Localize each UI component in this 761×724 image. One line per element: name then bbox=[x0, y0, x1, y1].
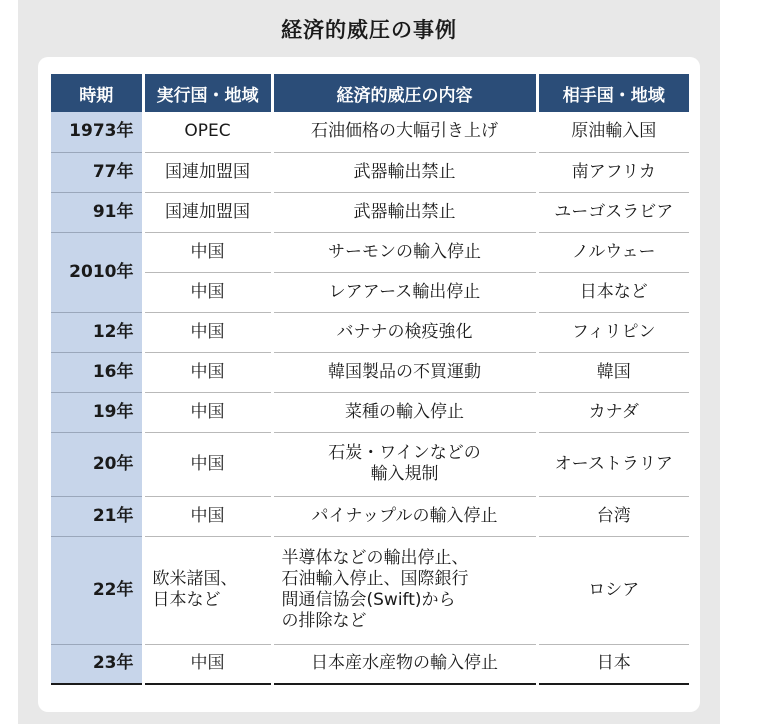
content-cell: 石炭・ワインなどの 輸入規制 bbox=[272, 432, 537, 496]
target-cell: 韓国 bbox=[537, 352, 689, 392]
year-cell: 12年 bbox=[51, 312, 143, 352]
content-cell: サーモンの輸入停止 bbox=[272, 232, 537, 272]
content-cell: 半導体などの輸出停止、 石油輸入停止、国際銀行 間通信協会(Swift)から の排除など bbox=[272, 536, 537, 644]
actor-cell: 中国 bbox=[143, 432, 272, 496]
actor-cell: 中国 bbox=[143, 352, 272, 392]
target-cell: ユーゴスラビア bbox=[537, 192, 689, 232]
content-cell: 菜種の輸入停止 bbox=[272, 392, 537, 432]
year-cell: 19年 bbox=[51, 392, 143, 432]
year-cell: 21年 bbox=[51, 496, 143, 536]
table-row bbox=[51, 536, 689, 644]
content-cell: 韓国製品の不買運動 bbox=[272, 352, 537, 392]
table-row bbox=[51, 232, 689, 272]
target-cell: フィリピン bbox=[537, 312, 689, 352]
content-cell: バナナの検疫強化 bbox=[272, 312, 537, 352]
header-period: 時期 bbox=[51, 74, 143, 112]
year-cell: 1973年 bbox=[51, 112, 143, 152]
year-cell: 91年 bbox=[51, 192, 143, 232]
content-cell: 武器輸出禁止 bbox=[272, 192, 537, 232]
year-cell: 2010年 bbox=[51, 232, 143, 312]
table-row bbox=[51, 392, 689, 432]
table-row bbox=[51, 152, 689, 192]
target-cell: カナダ bbox=[537, 392, 689, 432]
table-row bbox=[51, 496, 689, 536]
year-cell: 20年 bbox=[51, 432, 143, 496]
actor-cell: 中国 bbox=[143, 392, 272, 432]
target-cell: ノルウェー bbox=[537, 232, 689, 272]
actor-cell: OPEC bbox=[143, 112, 272, 152]
year-cell: 23年 bbox=[51, 644, 143, 684]
table-row bbox=[51, 644, 689, 684]
table-row bbox=[51, 272, 689, 312]
target-cell: オーストラリア bbox=[537, 432, 689, 496]
page-title: 経済的威圧の事例 bbox=[281, 18, 457, 42]
actor-cell: 中国 bbox=[143, 272, 272, 312]
year-cell: 16年 bbox=[51, 352, 143, 392]
content-cell: 石油価格の大幅引き上げ bbox=[272, 112, 537, 152]
table-row bbox=[51, 352, 689, 392]
actor-cell: 中国 bbox=[143, 644, 272, 684]
table-row bbox=[51, 192, 689, 232]
actor-cell: 中国 bbox=[143, 232, 272, 272]
actor-cell: 国連加盟国 bbox=[143, 192, 272, 232]
content-cell: 武器輸出禁止 bbox=[272, 152, 537, 192]
cases-table bbox=[51, 74, 689, 685]
table-card bbox=[38, 57, 700, 712]
table-row bbox=[51, 312, 689, 352]
target-cell: ロシア bbox=[537, 536, 689, 644]
target-cell: 日本 bbox=[537, 644, 689, 684]
header-actor: 実行国・地域 bbox=[143, 74, 272, 112]
target-cell: 原油輸入国 bbox=[537, 112, 689, 152]
year-cell: 22年 bbox=[51, 536, 143, 644]
content-cell: 日本産水産物の輸入停止 bbox=[272, 644, 537, 684]
target-cell: 日本など bbox=[537, 272, 689, 312]
target-cell: 南アフリカ bbox=[537, 152, 689, 192]
actor-cell: 中国 bbox=[143, 312, 272, 352]
table-row bbox=[51, 112, 689, 152]
table-row bbox=[51, 432, 689, 496]
actor-cell: 中国 bbox=[143, 496, 272, 536]
content-cell: レアアース輸出停止 bbox=[272, 272, 537, 312]
background-panel bbox=[18, 0, 720, 724]
content-cell: パイナップルの輸入停止 bbox=[272, 496, 537, 536]
header-row bbox=[51, 74, 689, 112]
header-content: 経済的威圧の内容 bbox=[272, 74, 537, 112]
header-target: 相手国・地域 bbox=[537, 74, 689, 112]
year-cell: 77年 bbox=[51, 152, 143, 192]
target-cell: 台湾 bbox=[537, 496, 689, 536]
actor-cell: 国連加盟国 bbox=[143, 152, 272, 192]
actor-cell: 欧米諸国、 日本など bbox=[143, 536, 272, 644]
